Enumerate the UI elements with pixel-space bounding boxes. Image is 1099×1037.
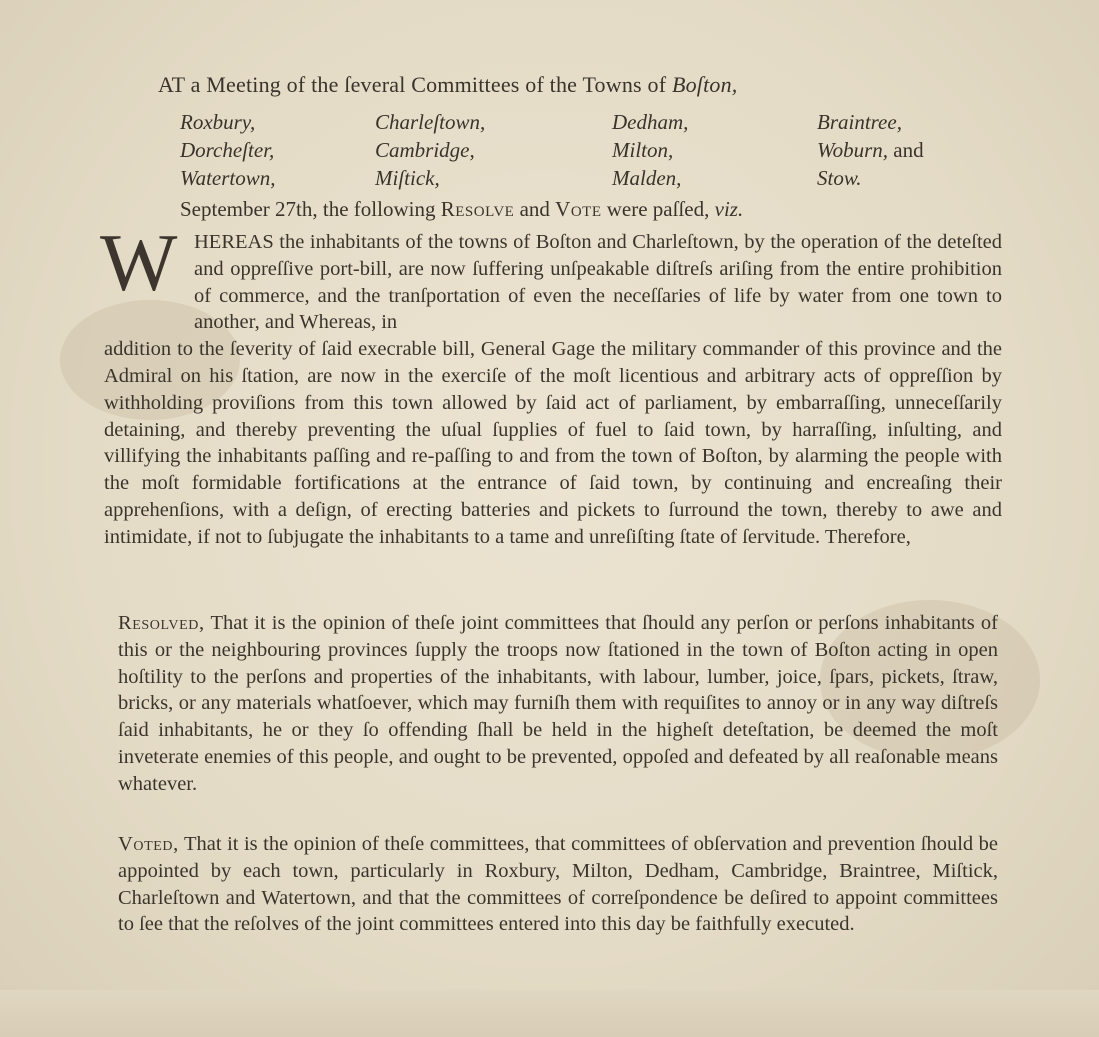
dateline-vote: Vote [555, 197, 602, 221]
town-name: Malden, [612, 166, 682, 190]
heading-first-town: Boſton, [671, 72, 738, 97]
meeting-heading [158, 72, 958, 98]
voted-lead: Voted, [118, 833, 179, 855]
resolved-body: That it is the opinion of theſe joint committees that ſhould any perſon or perſons inhabitants of this or the neighbouring provinces ſupply the troops now ſtationed in the town of Boſton acting in open hoſtility to the perſons and properties of the inhabitants, with labour, lumber, joice, ſpars, pickets, ſtraw, bricks, or any materials whatſoever, which may furniſh them with requiſites to annoy or in any way diſtreſs ſaid inhabitants, he or they ſo offending ſhall be held in the higheſt deteſtation, be deemed the moſt inveterate enemies of this people, and ought to be prevented, oppoſed and defeated by all reaſonable means whatever. [118, 612, 998, 795]
voted-paragraph [118, 831, 998, 938]
dateline-after: were paſſed, [606, 197, 710, 221]
whereas-dropcap: W [100, 217, 178, 308]
town-list [180, 110, 980, 191]
resolved-paragraph [118, 610, 998, 798]
whereas-body: addition to the ſeverity of ſaid execrable bill, General Gage the military commander of this province and the Admiral on his ſtation, are now in the exerciſe of the moſt licentious and arbitrary acts of oppreſſion by withholding proviſions from this town allowed by ſaid act of parliament, by embarraſſing, unneceſſarily detaining, and thereby preventing the uſual ſupplies of fuel to ſaid town, by harraſſing, inſulting, and villifying the inhabitants paſſing and re-paſſing to and from the town of Boſton, by alarming the people with the moſt formidable fortifications at the entrance of ſaid town, by continuing and encreaſing their apprehenſions, with a deſign, of erecting batteries and pickets to ſurround the town, thereby to awe and intimidate, if not to ſubjugate the inhabitants to a tame and unreſiſting ſtate of ſervitude. Therefore, [104, 338, 1002, 548]
dateline-viz: viz. [714, 197, 744, 221]
resolved-lead: Resolved, [118, 612, 205, 634]
whereas-opening: HEREAS the inhabitants of the towns of Boſton and Charleſtown, by the operation of the deteſted and oppreſſive port-bill, are now ſuffering unſpeakable diſtreſs ariſing from the entire prohibition of commerce, and the tranſportation of even the neceſſaries of life by water from one town to another, and Whereas, in [194, 231, 1002, 334]
voted-body: That it is the opinion of theſe committees, that committees of obſervation and prevention ſhould be appointed by each town, particularly in Roxbury, Milton, Dedham, Cambridge, Braintree, Miſtick, Charleſtown and Watertown, and that the committees of correſpondence be deſired to appoint committees to ſee that the reſolves of the joint committees entered into this day be faithfully executed. [118, 833, 998, 936]
whereas-paragraph [104, 229, 1002, 551]
dateline [180, 197, 743, 222]
town-name: Charleſtown, [375, 110, 486, 134]
town-name: Dedham, [612, 110, 689, 134]
town-name: Watertown, [180, 166, 276, 190]
town-name: Roxbury, [180, 110, 256, 134]
town-and: and [893, 138, 924, 162]
town-name: Milton, [612, 138, 674, 162]
town-name: Cambridge, [375, 138, 475, 162]
heading-prefix: AT a Meeting of the ſeveral Committees of the Towns of [158, 72, 667, 97]
town-name: Dorcheſter, [180, 138, 275, 162]
town-name: Braintree, [817, 110, 902, 134]
town-name: Stow. [817, 166, 862, 190]
dateline-and: and [519, 197, 550, 221]
dateline-before: September 27th, the following [180, 197, 436, 221]
dateline-resolve: Resolve [440, 197, 515, 221]
town-name: Woburn, [817, 138, 888, 162]
town-name-with-and [817, 138, 977, 163]
town-name: Miſtick, [375, 166, 440, 190]
